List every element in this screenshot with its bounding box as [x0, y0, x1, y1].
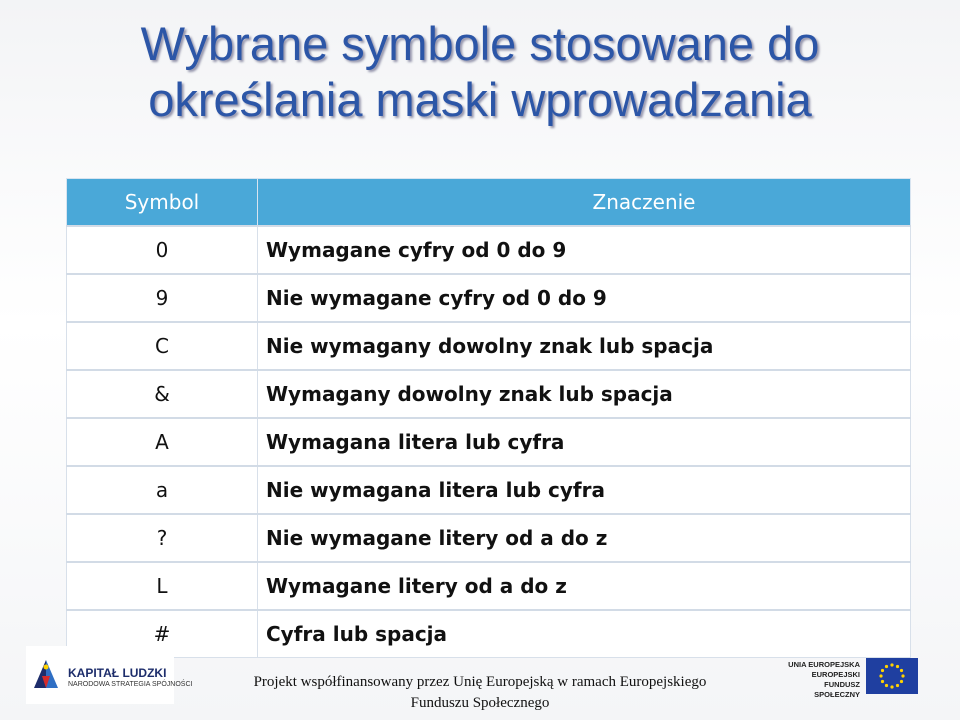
row-symbol: A	[67, 418, 258, 466]
footer-bar	[0, 646, 960, 720]
row-symbol: 9	[67, 274, 258, 322]
row-meaning: Wymagane cyfry od 0 do 9	[258, 226, 911, 274]
row-meaning: Nie wymagane litery od a do z	[258, 514, 911, 562]
table-row	[67, 322, 911, 370]
eu-flag-icon	[866, 658, 918, 694]
header-meaning: Znaczenie	[258, 179, 911, 227]
footer-text-line-1: Projekt współfinansowany przez Unię Europejską w ramach Europejskiego	[253, 674, 707, 690]
kapital-ludzki-title: KAPITAŁ LUDZKI	[68, 666, 167, 680]
row-symbol: C	[67, 322, 258, 370]
kapital-ludzki-logo-icon	[32, 658, 60, 690]
table-row	[67, 514, 911, 562]
row-symbol: L	[67, 562, 258, 610]
row-symbol: ?	[67, 514, 258, 562]
kapital-ludzki-subtitle: NARODOWA STRATEGIA SPÓJNOŚCI	[68, 681, 193, 688]
table-row	[67, 226, 911, 274]
row-meaning: Nie wymagany dowolny znak lub spacja	[258, 322, 911, 370]
slide-title-line-1: Wybrane symbole stosowane do	[140, 17, 820, 70]
slide-title	[0, 16, 960, 128]
row-symbol: #	[67, 610, 258, 658]
row-symbol: a	[67, 466, 258, 514]
eu-label-line-1: UNIA EUROPEJSKA	[788, 660, 860, 669]
table-row	[67, 466, 911, 514]
kapital-ludzki-logo	[26, 646, 193, 704]
row-meaning: Nie wymagana litera lub cyfra	[258, 466, 911, 514]
eu-label-line-3: FUNDUSZ SPOŁECZNY	[814, 680, 860, 699]
table-header-row	[67, 179, 911, 227]
eu-label-line-2: EUROPEJSKI	[811, 670, 860, 679]
row-symbol: 0	[67, 226, 258, 274]
footer-funding-text	[200, 672, 760, 714]
slide-title-line-2: określania maski wprowadzania	[148, 73, 812, 126]
table-row	[67, 418, 911, 466]
table-row	[67, 370, 911, 418]
row-meaning: Wymagany dowolny znak lub spacja	[258, 370, 911, 418]
table-row	[67, 274, 911, 322]
row-meaning: Wymagane litery od a do z	[258, 562, 911, 610]
row-symbol: &	[67, 370, 258, 418]
eu-label	[778, 660, 860, 700]
row-meaning: Cyfra lub spacja	[258, 610, 911, 658]
mask-symbols-table	[66, 178, 911, 658]
header-symbol: Symbol	[67, 179, 258, 227]
row-meaning: Wymagana litera lub cyfra	[258, 418, 911, 466]
row-meaning: Nie wymagane cyfry od 0 do 9	[258, 274, 911, 322]
table-row	[67, 562, 911, 610]
footer-text-line-2: Funduszu Społecznego	[410, 695, 550, 711]
